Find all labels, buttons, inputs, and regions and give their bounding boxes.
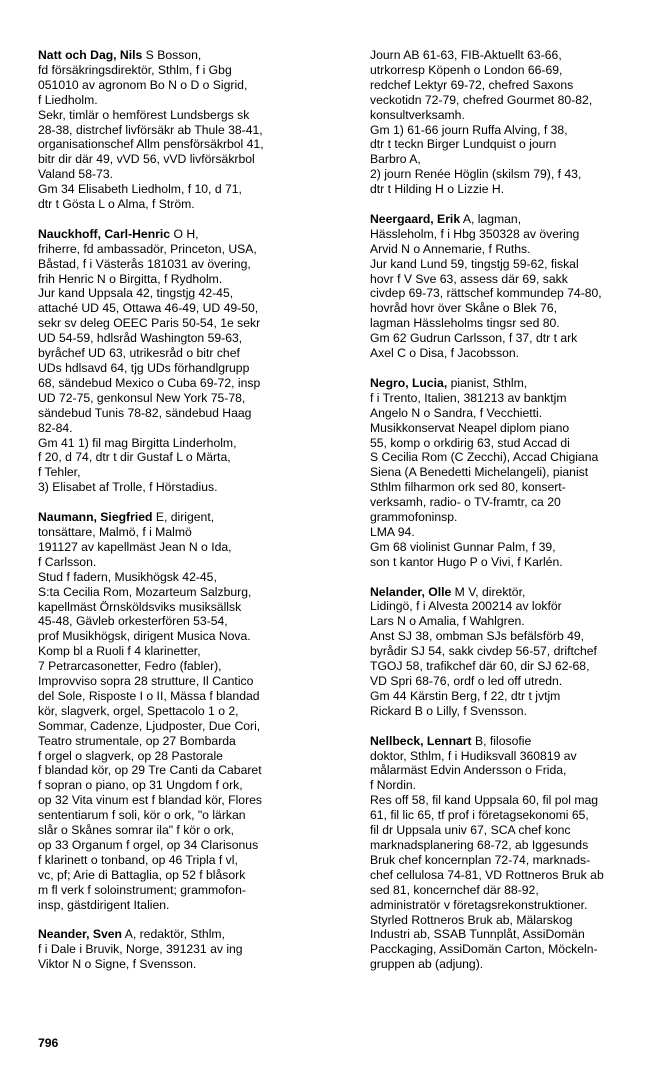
entry-text-line: 28-38, distrchef livförsäkr ab Thule 38-41, <box>38 122 263 137</box>
entry-text-line: 55, komp o orkdirig 63, stud Accad di <box>370 435 570 450</box>
entry-text-line: Journ AB 61-63, FIB-Aktuellt 63-66, <box>370 48 562 62</box>
right-column <box>370 48 670 987</box>
entry-text-line: Sthlm filharmon ork sed 80, konsert- <box>370 480 566 495</box>
entry-text-line: Gm 44 Kärstin Berg, f 22, dtr t jvtjm <box>370 688 561 703</box>
entry-text-line: Lars N o Amalia, f Wahlgren. <box>370 614 525 629</box>
entry-text-line: 7 Petrarcasonetter, Fedro (fabler), <box>38 659 222 674</box>
entry-text-line: konsultverksamh. <box>370 107 465 122</box>
entry-text-line: attaché UD 45, Ottawa 46-49, UD 49-50, <box>38 301 259 316</box>
biography-entry <box>38 927 356 972</box>
entry-intro-text: B, filosofie <box>471 733 532 748</box>
entry-text-line: lagman Hässleholms tingsr sed 80. <box>370 316 560 331</box>
entry-text-line: Teatro strumentale, op 27 Bombarda <box>38 733 236 748</box>
entry-text-line: Gm 41 1) fil mag Birgitta Linderholm, <box>38 435 237 450</box>
entry-text-line: m fl verk f soloinstrument; grammofon- <box>38 882 246 897</box>
entry-text-line: dtr t Gösta L o Alma, f Ström. <box>38 197 195 212</box>
entry-text-line: Axel C o Disa, f Jacobsson. <box>370 346 520 361</box>
entry-text-line: Barbro A, <box>370 152 421 167</box>
entry-text-line: 3) Elisabet af Trolle, f Hörstadius. <box>38 480 218 495</box>
entry-text-line: UD 54-59, hdlsråd Washington 59-63, <box>38 331 243 346</box>
entry-name: Neander, Sven <box>38 927 122 942</box>
entry-text-line: Pacckaging, AssiDomän Carton, Möckeln- <box>370 942 598 957</box>
entry-text-line: LMA 94. <box>370 524 415 539</box>
entry-text-line: Siena (A Benedetti Michelangeli), pianist <box>370 465 589 480</box>
entry-text-line: f klarinett o tonband, op 46 Tripla f vl, <box>38 852 238 867</box>
entry-heading-line <box>38 227 356 242</box>
entry-intro-text: S Bosson, <box>142 48 202 62</box>
entry-text-line: Res off 58, fil kand Uppsala 60, fil pol mag <box>370 793 599 808</box>
entry-text-line: Musikkonservat Neapel diplom piano <box>370 420 570 435</box>
biography-entry <box>370 585 670 719</box>
entry-text-line: Anst SJ 38, ombman SJs befälsförb 49, <box>370 629 585 644</box>
entry-intro-text: E, dirigent, <box>152 510 215 525</box>
entry-text-line: dtr t Hilding H o Lizzie H. <box>370 182 505 197</box>
entry-text-line: utrkorresp Köpenh o London 66-69, <box>370 62 563 77</box>
entry-text-line: Valand 58-73. <box>38 167 113 182</box>
entry-text-line: 2) journ Renée Höglin (skilsm 79), f 43, <box>370 167 582 182</box>
entry-text-line: tonsättare, Malmö, f i Malmö <box>38 524 192 539</box>
entry-text-line: Bruk chef koncernplan 72-74, marknads- <box>370 852 591 867</box>
entry-text-line: friherre, fd ambassadör, Princeton, USA, <box>38 241 257 256</box>
entry-text-line: 45-48, Gävleb orkesterfören 53-54, <box>38 614 228 629</box>
entry-text-line: målarmäst Edvin Andersson o Frida, <box>370 763 567 778</box>
entry-text-line: kör, slagverk, orgel, Spettacolo 1 o 2, <box>38 703 239 718</box>
entry-heading-line <box>38 510 356 525</box>
entry-text-line: f Nordin. <box>370 778 417 793</box>
entry-intro-text: A, redaktör, Sthlm, <box>122 927 225 942</box>
entry-text-line: f Carlsson. <box>38 554 97 569</box>
entry-text-line: Gm 62 Gudrun Carlsson, f 37, dtr t ark <box>370 331 578 346</box>
entry-heading-line <box>38 927 356 942</box>
entry-text-line: hovråd hovr över Skåne o Blek 76, <box>370 301 557 316</box>
entry-text-line: fil dr Uppsala univ 67, SCA chef konc <box>370 823 571 838</box>
entry-text-line: dtr t teckn Birger Lundquist o journ <box>370 137 557 152</box>
entry-text-line: Industri ab, SSAB Tunnplåt, AssiDomän <box>370 927 585 942</box>
entry-text-line: marknadsplanering 68-72, ab Iggesunds <box>370 837 589 852</box>
entry-text-line: Arvid N o Annemarie, f Ruths. <box>370 241 531 256</box>
entry-text-line: f i Trento, Italien, 381213 av banktjm <box>370 390 567 405</box>
entry-text-line: f blandad kör, op 29 Tre Canti da Cabaret <box>38 763 262 778</box>
entry-name: Nellbeck, Lennart <box>370 733 472 748</box>
entry-text-line: Komp bl a Ruoli f 4 klarinetter, <box>38 644 201 659</box>
entry-text-line: byrådir SJ 54, sakk civdep 56-57, driftchef <box>370 644 597 659</box>
entry-text-line: VD Spri 68-76, ordf o led off utredn. <box>370 674 563 689</box>
entry-text-line: prof Musikhögsk, dirigent Musica Nova. <box>38 629 251 644</box>
page-number: 796 <box>38 1036 59 1050</box>
entry-text-line: Styrled Rottneros Bruk ab, Mälarskog <box>370 912 573 927</box>
entry-text-line: Sekr, timlär o hemförest Lundsbergs sk <box>38 107 250 122</box>
entry-text-line: 61, fil lic 65, tf prof i företagsekonomi 65, <box>370 808 589 823</box>
entry-text-line: vc, pf; Arie di Battaglia, op 52 f blåsork <box>38 867 246 882</box>
entry-text-line: f Tehler, <box>38 465 81 480</box>
entry-text-line: verksamh, radio- o TV-framtr, ca 20 <box>370 495 561 510</box>
entry-text-line: op 33 Organum f orgel, op 34 Clarisonus <box>38 838 259 852</box>
entry-text-line: Rickard B o Lilly, f Svensson. <box>370 703 527 718</box>
entry-text-line: civdep 69-73, rättschef kommundep 74-80, <box>370 286 602 301</box>
biography-entry <box>38 227 356 495</box>
entry-text-line: gruppen ab (adjung). <box>370 957 484 972</box>
entry-text-line: slår o Skånes somrar ila" f kör o ork, <box>38 823 235 838</box>
entry-text-line: Jur kand Uppsala 42, tingstjg 42-45, <box>38 286 234 301</box>
entry-text-line: Stud f fadern, Musikhögsk 42-45, <box>38 569 217 584</box>
biography-entry <box>38 510 356 912</box>
entry-text-line: son t kantor Hugo P o Vivi, f Karlén. <box>370 554 563 569</box>
entry-text-line: grammofoninsp. <box>370 510 458 525</box>
biography-entry <box>370 212 670 361</box>
entry-text-line: Lidingö, f i Alvesta 200214 av lokför <box>370 599 562 614</box>
entry-text-line: f sopran o piano, op 31 Ungdom f ork, <box>38 778 243 793</box>
entry-text-line: doktor, Sthlm, f i Hudiksvall 360819 av <box>370 748 577 763</box>
entry-text-line: f 20, d 74, dtr t dir Gustaf L o Märta, <box>38 450 231 465</box>
entry-text-line: redchef Lektyr 69-72, chefred Saxons <box>370 77 574 92</box>
entry-text-line: sändebud Tunis 78-82, sändebud Haag <box>38 405 252 420</box>
entry-text-line: Angelo N o Sandra, f Vecchietti. <box>370 405 543 420</box>
entry-text-line: 68, sändebud Mexico o Cuba 69-72, insp <box>38 375 261 390</box>
entry-text-line: Jur kand Lund 59, tingstjg 59-62, fiskal <box>370 256 579 271</box>
entry-text-line: Improvviso sopra 28 strutture, Il Cantico <box>38 674 254 689</box>
biography-entry <box>370 734 670 973</box>
entry-text-line: frih Henric N o Birgitta, f Rydholm. <box>38 271 223 286</box>
entry-text-line: veckotidn 72-79, chefred Gourmet 80-82, <box>370 92 593 107</box>
entry-name: Negro, Lucia, <box>370 375 448 390</box>
entry-heading-line <box>370 376 670 391</box>
entry-text-line: S:ta Cecilia Rom, Mozarteum Salzburg, <box>38 584 252 599</box>
entry-name: Naumann, Siegfried <box>38 510 153 525</box>
entry-text-line: bitr dir där 49, vVD 56, vVD livförsäkrbol <box>38 152 255 167</box>
entry-text-line: Viktor N o Signe, f Svensson. <box>38 957 197 972</box>
biography-entry <box>370 376 670 570</box>
entry-intro-text: O H, <box>170 226 199 241</box>
left-column <box>38 48 356 987</box>
entry-text-line: op 32 Vita vinum est f blandad kör, Flores <box>38 793 263 808</box>
entry-text-line: fd försäkringsdirektör, Sthlm, f i Gbg <box>38 62 232 77</box>
entry-name: Natt och Dag, Nils <box>38 48 143 62</box>
entry-intro-text: pianist, Sthlm, <box>447 375 528 390</box>
entry-intro-text: M V, direktör, <box>451 584 526 599</box>
entry-text-line: UDs hdlsavd 64, tjg UDs förhandlgrupp <box>38 361 250 376</box>
entry-text-line: del Sole, Risposte I o II, Mässa f blandad <box>38 688 260 703</box>
entry-text-line: byråchef UD 63, utrikesråd o bitr chef <box>38 346 240 361</box>
entry-text-line: sententiarum f soli, kör o ork, "o lärkan <box>38 808 246 823</box>
entry-name: Neergaard, Erik <box>370 211 461 226</box>
entry-text-line: Hässleholm, f i Hbg 350328 av övering <box>370 226 580 241</box>
entry-heading-line <box>38 48 356 63</box>
entry-text-line: Gm 34 Elisabeth Liedholm, f 10, d 71, <box>38 182 242 197</box>
entry-text-line: kapellmäst Örnsköldsviks musiksällsk <box>38 599 242 614</box>
entry-text-line: 82-84. <box>38 420 73 435</box>
entry-text-line: Sommar, Cadenze, Ljudposter, Due Cori, <box>38 718 261 733</box>
entry-text-line: administratör v företagsrekonstruktioner. <box>370 897 588 912</box>
entry-text-line: sed 81, koncernchef där 88-92, <box>370 882 539 897</box>
entry-text-line: 051010 av agronom Bo N o D o Sigrid, <box>38 77 248 92</box>
entry-heading-line <box>370 212 670 227</box>
biography-entry <box>38 48 356 212</box>
entry-text-line: f orgel o slagverk, op 28 Pastorale <box>38 748 223 763</box>
entry-text-line: chef cellulosa 74-81, VD Rottneros Bruk ab <box>370 867 604 882</box>
entry-text-line: organisationschef Allm pensförsäkrbol 41, <box>38 137 264 152</box>
entry-text-line: Gm 68 violinist Gunnar Palm, f 39, <box>370 539 556 554</box>
biography-entry <box>370 48 670 197</box>
entry-text-line: f i Dale i Bruvik, Norge, 391231 av ing <box>38 942 243 957</box>
entry-text-line: 191127 av kapellmäst Jean N o Ida, <box>38 539 232 554</box>
entry-name: Nelander, Olle <box>370 584 452 599</box>
entry-intro-text: A, lagman, <box>460 211 522 226</box>
entry-text-line: TGOJ 58, trafikchef där 60, dir SJ 62-68, <box>370 659 590 674</box>
entry-text-line: UD 72-75, genkonsul New York 75-78, <box>38 390 246 405</box>
entry-text-line: hovr f V Sve 63, assess där 69, sakk <box>370 271 568 286</box>
entry-text-line: Båstad, f i Västerås 181031 av övering, <box>38 256 251 271</box>
entry-text-line: insp, gästdirigent Italien. <box>38 897 170 912</box>
entry-text-line: f Liedholm. <box>38 92 98 107</box>
entry-text-line: S Cecilia Rom (C Zecchi), Accad Chigiana <box>370 450 599 465</box>
entry-text-line: sekr sv deleg OEEC Paris 50-54, 1e sekr <box>38 316 261 331</box>
entry-heading-line <box>370 734 670 749</box>
entry-heading-line <box>370 585 670 600</box>
entry-name: Nauckhoff, Carl-Henric <box>38 226 171 241</box>
entry-text-line: Gm 1) 61-66 journ Ruffa Alving, f 38, <box>370 122 568 137</box>
